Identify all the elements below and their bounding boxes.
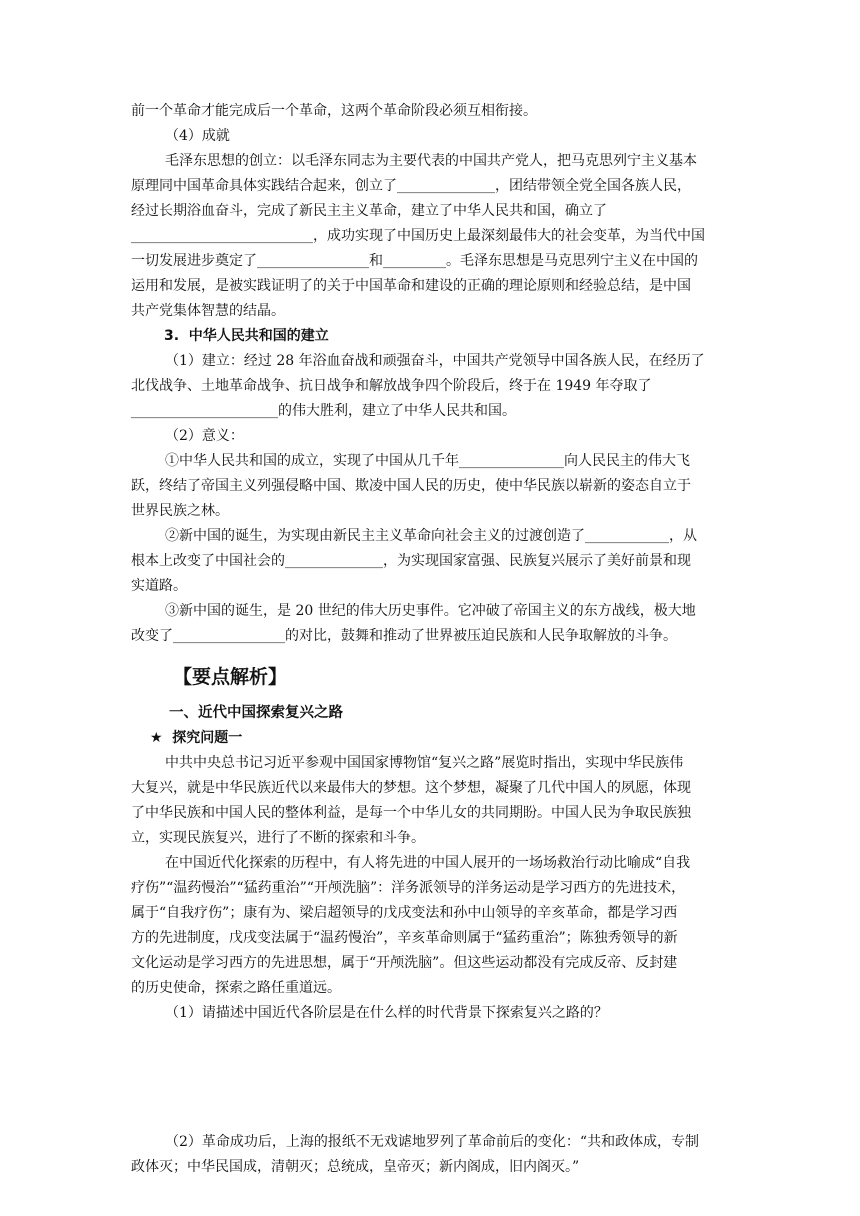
paragraph-line: 属于“自我疗伤”；康有为、梁启超领导的戊戌变法和孙中山领导的辛亥革命，都是学习西 [131, 905, 678, 921]
paragraph-line: 文化运动是学习西方的先进思想，属于“开颅洗脑”。但这些运动都没有完成反帝、反封建 [131, 955, 678, 971]
paragraph-line: 前一个革命才能完成后一个革命，这两个革命阶段必须互相衔接。 [131, 103, 537, 119]
paragraph-line: （1）建立：经过 28 年浴血奋战和顽强奋斗，中国共产党领导中国各族人民，在经历了 [165, 353, 705, 369]
subsection-heading: （2）意义： [165, 428, 244, 444]
paragraph-line: 中共中央总书记习近平参观中国国家博物馆“复兴之路”展览时指出，实现中华民族伟 [165, 755, 684, 771]
paragraph-line: 一切发展进步奠定了________________和_________。毛泽东思想是马克思列宁主义在中国的 [131, 253, 698, 269]
paragraph-line: __________________________，成功实现了中国历史上最深刻最伟大的社会变革，为当代中国 [131, 228, 705, 244]
paragraph-line: ③新中国的诞生，是 20 世纪的伟大历史事件。它冲破了帝国主义的东方战线，极大地 [165, 603, 696, 619]
paragraph-line: 大复兴，就是中华民族近代以来最伟大的梦想。这个梦想，凝聚了几代中国人的夙愿，体现 [131, 780, 691, 796]
inquiry-heading: ★ 探究问题一 [150, 730, 243, 746]
paragraph-line: 改变了________________的对比，鼓舞和推动了世界被压迫民族和人民争取解放的斗争。 [131, 628, 677, 644]
paragraph-line: 立，实现民族复兴，进行了不断的探索和斗争。 [131, 830, 425, 846]
paragraph-line: 实道路。 [131, 578, 187, 594]
paragraph-line: 了中华民族和中国人民的整体利益，是每一个中华儿女的共同期盼。中国人民为争取民族独 [131, 805, 691, 821]
paragraph-line: 的历史使命，探索之路任重道远。 [131, 980, 341, 996]
subsection-heading: （4）成就 [165, 128, 230, 144]
key-points-heading: 【要点解析】 [173, 666, 288, 688]
paragraph-line: 经过长期浴血奋斗，完成了新民主主义革命，建立了中华人民共和国，确立了 [131, 203, 607, 219]
paragraph-line: 共产党集体智慧的结晶。 [131, 303, 285, 319]
paragraph-line: _____________________的伟大胜利，建立了中华人民共和国。 [131, 403, 516, 419]
paragraph-line: 北伐战争、土地革命战争、抗日战争和解放战争四个阶段后，终于在 1949 年夺取了 [131, 378, 652, 394]
paragraph-line: 在中国近代化探索的历程中，有人将先进的中国人展开的一场场救治行动比喻成“自我 [165, 855, 691, 871]
paragraph-line: 运用和发展，是被实践证明了的关于中国革命和建设的正确的理论原则和经验总结，是中国 [131, 278, 691, 294]
part-heading: 一、近代中国探索复兴之路 [169, 705, 343, 721]
paragraph-line: 毛泽东思想的创立：以毛泽东同志为主要代表的中国共产党人，把马克思列宁主义基本 [165, 153, 697, 169]
question-line: （2）革命成功后，上海的报纸不无戏谑地罗列了革命前后的变化：“共和政体成，专制 [165, 1134, 700, 1150]
section-heading: 3. 中华人民共和国的建立 [164, 328, 329, 344]
paragraph-line: 原理同中国革命具体实践结合起来，创立了______________，团结带领全党全国各族人民， [131, 178, 691, 194]
paragraph-line: 政体灭；中华民国成，清朝灭；总统成，皇帝灭；新内阁成，旧内阁灭。” [131, 1159, 580, 1175]
paragraph-line: 世界民族之林。 [131, 503, 229, 519]
document-body [131, 99, 729, 1180]
paragraph-line: 根本上改变了中国社会的______________，为实现国家富强、民族复兴展示了美好前景和现 [131, 553, 691, 569]
paragraph-line: ②新中国的诞生，为实现由新民主主义革命向社会主义的过渡创造了____________，从 [165, 528, 697, 544]
question-line: （1）请描述中国近代各阶层是在什么样的时代背景下探索复兴之路的？ [165, 1005, 608, 1021]
paragraph-line: ①中华人民共和国的成立，实现了中国从几千年_______________向人民民主的伟大飞 [165, 453, 690, 469]
paragraph-line: 跃，终结了帝国主义列强侵略中国、欺凌中国人民的历史，使中华民族以崭新的姿态自立于 [131, 478, 691, 494]
answer-space [131, 1026, 729, 1130]
paragraph-line: 疗伤”“温药慢治”“猛药重治”“开颅洗脑”：洋务派领导的洋务运动是学习西方的先进技术， [131, 880, 686, 896]
paragraph-line: 方的先进制度，戊戌变法属于“温药慢治”，辛亥革命则属于“猛药重治”；陈独秀领导的新 [131, 930, 678, 946]
